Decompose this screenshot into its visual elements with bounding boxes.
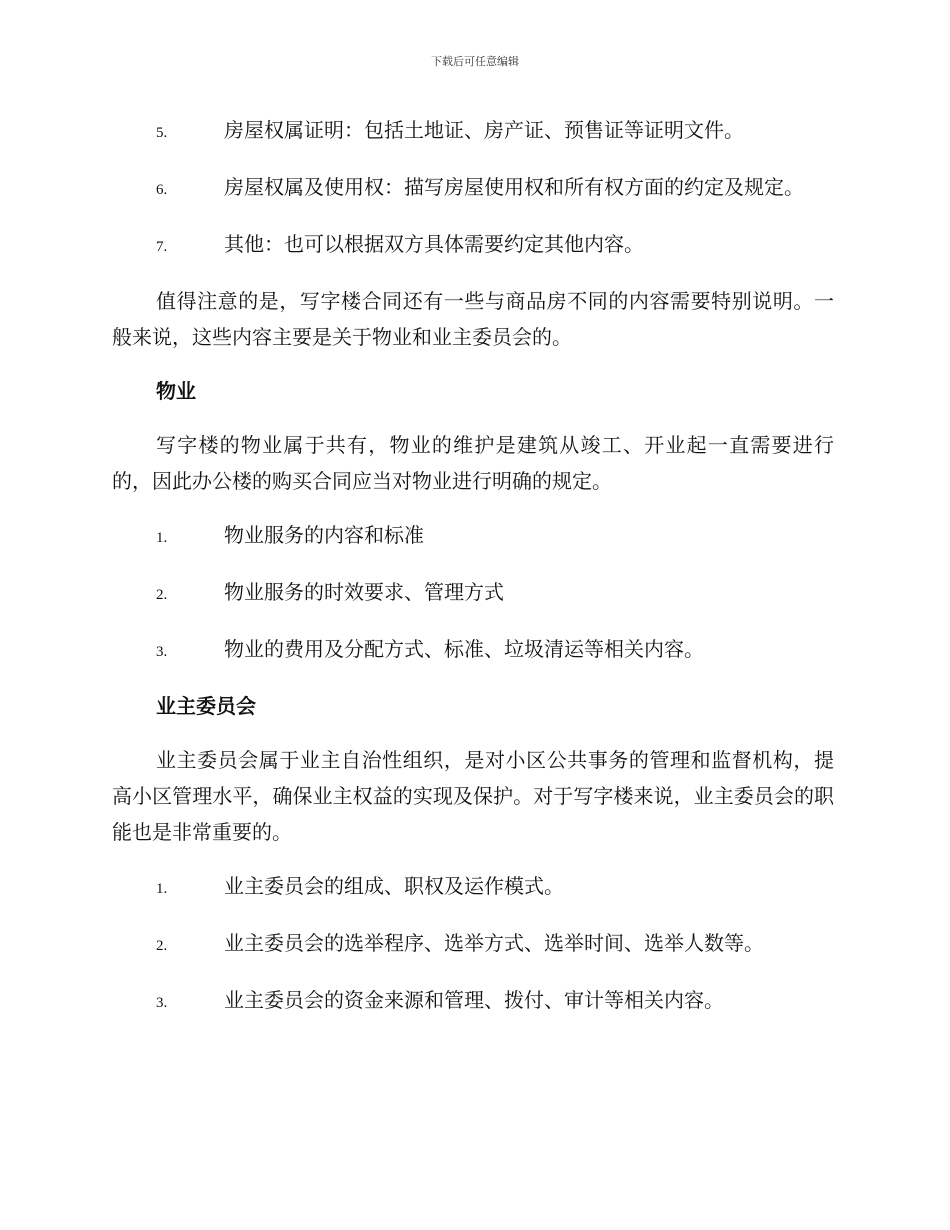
list-item [112,868,834,907]
list-text: 物业服务的时效要求、管理方式 [224,580,504,604]
list-number: 1. [156,530,168,546]
list-text: 物业服务的内容和标准 [224,523,424,547]
list-text: 业主委员会的组成、职权及运作模式。 [224,874,564,898]
page-header: 下载后可任意编辑 [431,55,519,68]
list-number: 5. [156,125,168,141]
list-text: 物业的费用及分配方式、标准、垃圾清运等相关内容。 [224,637,704,661]
list-number: 1. [156,881,168,897]
list-item [112,925,834,964]
list-item [112,226,834,265]
list-item [112,631,834,670]
list-item [112,982,834,1021]
list-item [112,169,834,208]
list-text: 业主委员会的资金来源和管理、拨付、审计等相关内容。 [224,988,724,1012]
section-heading-committee: 业主委员会 [156,694,256,718]
list-text: 其他：也可以根据双方具体需要约定其他内容。 [224,232,644,256]
list-item [112,112,834,151]
list-item [112,574,834,613]
property-paragraph: 写字楼的物业属于共有，物业的维护是建筑从竣工、开业起一直需要进行的，因此办公楼的购买合同应当对物业进行明确的规定。 [112,433,834,493]
list-text: 房屋权属及使用权：描写房屋使用权和所有权方面的约定及规定。 [224,175,804,199]
committee-paragraph: 业主委员会属于业主自治性组织，是对小区公共事务的管理和监督机构，提高小区管理水平，确保业主权益的实现及保护。对于写字楼来说，业主委员会的职能也是非常重要的。 [112,748,834,844]
list-number: 6. [156,182,168,198]
document-body [112,112,834,1039]
list-number: 3. [156,995,168,1011]
section-heading-property: 物业 [156,379,196,403]
list-number: 2. [156,938,168,954]
list-text: 房屋权属证明：包括土地证、房产证、预售证等证明文件。 [224,118,744,142]
list-number: 7. [156,239,168,255]
list-text: 业主委员会的选举程序、选举方式、选举时间、选举人数等。 [224,931,764,955]
list-item [112,517,834,556]
intro-paragraph: 值得注意的是，写字楼合同还有一些与商品房不同的内容需要特别说明。一般来说，这些内容主要是关于物业和业主委员会的。 [112,289,834,349]
list-number: 3. [156,644,168,660]
list-number: 2. [156,587,168,603]
